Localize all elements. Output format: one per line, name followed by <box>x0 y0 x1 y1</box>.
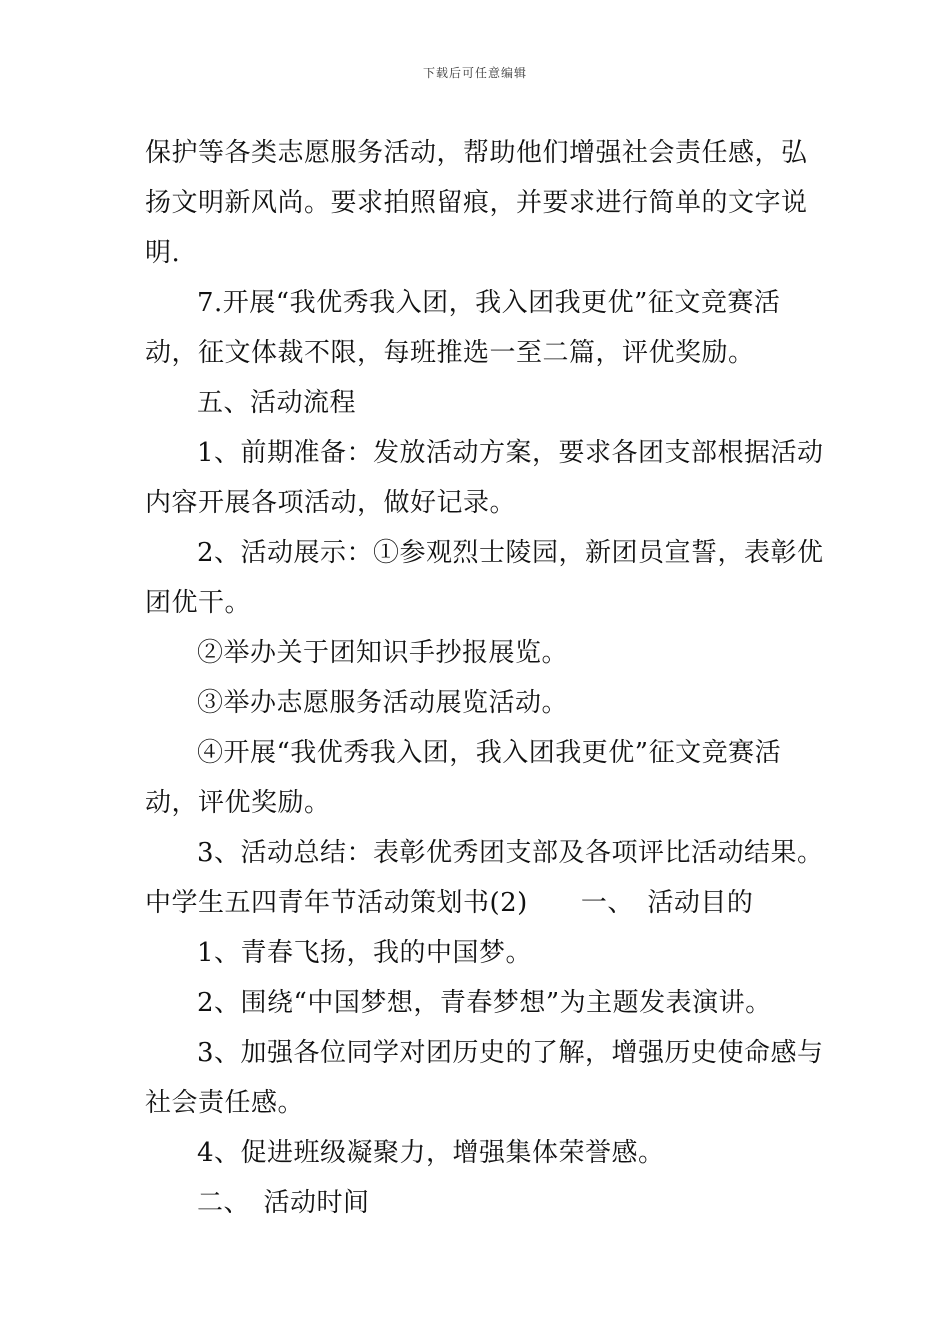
text-line: ③举办志愿服务活动展览活动。 <box>197 688 569 718</box>
text-line: 明. <box>145 238 181 268</box>
text-line: 7.开展“我优秀我入团，我入团我更优”征文竞赛活 <box>197 288 781 318</box>
text-line: 3、加强各位同学对团历史的了解，增强历史使命感与 <box>197 1038 824 1068</box>
document-body <box>145 128 824 1228</box>
text-line: 3、活动总结：表彰优秀团支部及各项评比活动结果。 <box>197 838 824 868</box>
text-line: 团优干。 <box>145 588 252 618</box>
text-line: 1、青春飞扬，我的中国梦。 <box>197 938 533 968</box>
text-line: 2、围绕“中国梦想，青春梦想”为主题发表演讲。 <box>197 988 772 1018</box>
text-line: 2、活动展示：①参观烈士陵园，新团员宣誓，表彰优 <box>197 538 824 568</box>
text-line: 1、前期准备：发放活动方案，要求各团支部根据活动 <box>197 438 824 468</box>
section-heading: 五、活动流程 <box>197 388 357 418</box>
text-line: ②举办关于团知识手抄报展览。 <box>197 638 569 668</box>
document-title-line: 中学生五四青年节活动策划书(2) 一、 活动目的 <box>145 888 754 918</box>
text-line: 保护等各类志愿服务活动，帮助他们增强社会责任感，弘 <box>145 138 808 168</box>
text-line: 动，评优奖励。 <box>145 788 331 818</box>
text-line: 扬文明新风尚。要求拍照留痕，并要求进行简单的文字说 <box>145 188 808 218</box>
section-heading: 二、 活动时间 <box>197 1188 370 1218</box>
text-line: 社会责任感。 <box>145 1088 305 1118</box>
text-line: ④开展“我优秀我入团，我入团我更优”征文竞赛活 <box>197 738 782 768</box>
text-line: 动，征文体裁不限，每班推选一至二篇，评优奖励。 <box>145 338 755 368</box>
page-header: 下载后可任意编辑 <box>422 66 527 80</box>
text-line: 4、促进班级凝聚力，增强集体荣誉感。 <box>197 1138 665 1168</box>
text-line: 内容开展各项活动，做好记录。 <box>145 488 517 518</box>
